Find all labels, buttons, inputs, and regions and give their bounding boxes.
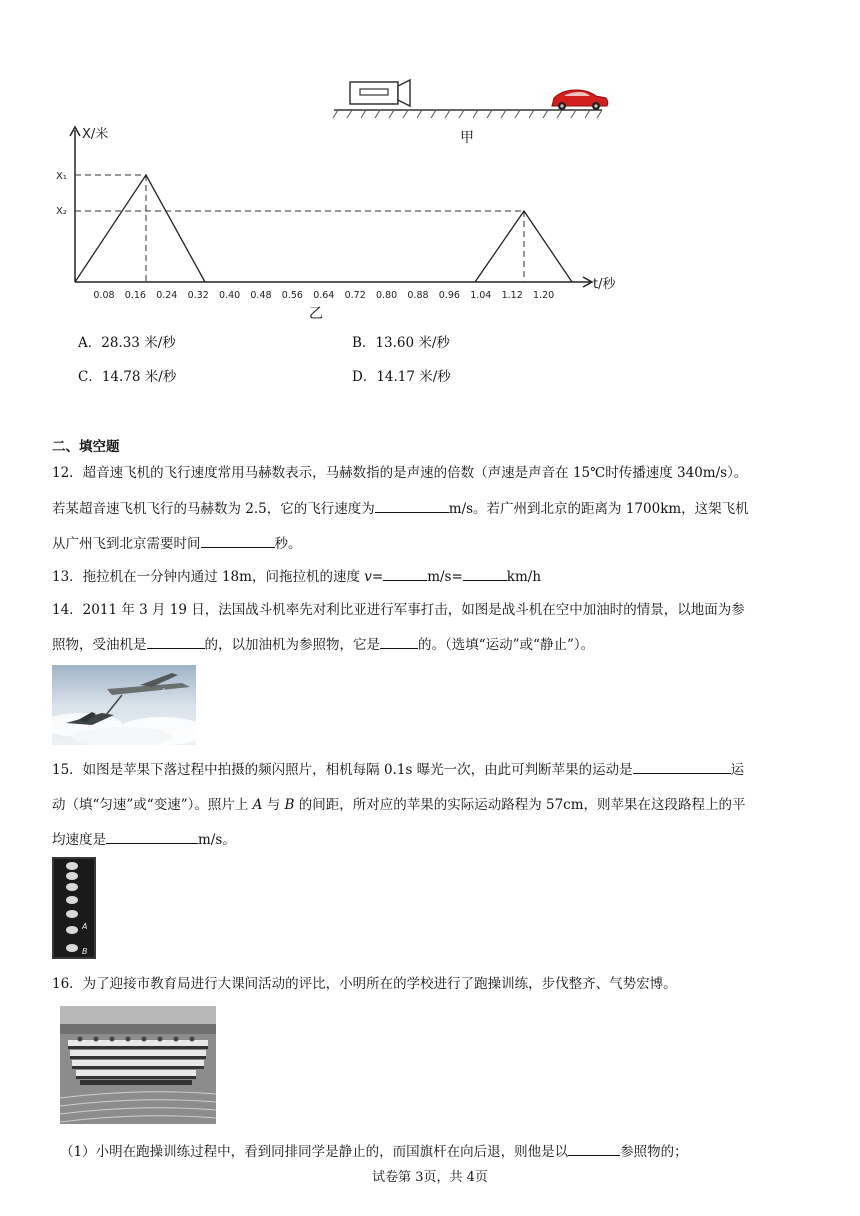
q14-line1: 14．2011 年 3 月 19 日，法国战斗机率先对利比亚进行军事打击，如图是战斗机在空中加油时的情景，以地面为参 <box>52 602 745 618</box>
q12-line2: 若某超音速飞机飞行的马赫数为 2.5，它的飞行速度为 m/s。若广州到北京的距离为 1700km，这架飞机 <box>52 498 749 519</box>
x-tick-label: 0.16 <box>124 290 146 301</box>
x-tick-label: 0.56 <box>281 290 303 301</box>
x-tick-label: 1.12 <box>501 290 523 301</box>
q14-blank-tanker[interactable] <box>380 634 418 649</box>
x-tick-label: 0.64 <box>313 290 335 301</box>
option-c[interactable]: C．14.78 米/秒 <box>78 369 177 385</box>
speed-camera-icon <box>350 80 410 106</box>
page-footer: 试卷第 3页，共 4页 <box>372 1170 488 1185</box>
x-tick-label: 0.24 <box>156 290 178 301</box>
q16-sub1: （1）小明在跑操训练过程中，看到同排同学是静止的，而国旗杆在向后退，则他是以 参照物的； <box>60 1141 688 1162</box>
q16-blank-reference[interactable] <box>568 1141 620 1156</box>
apple-label-a: A <box>82 922 88 931</box>
q15-line1: 15．如图是苹果下落过程中拍摄的频闪照片，相机每隔 0.1s 曝光一次，由此可判断苹果的运动是 运 <box>52 759 744 780</box>
q13-blank-ms[interactable] <box>383 566 427 581</box>
x-tick-labels <box>93 290 554 301</box>
aerial-refueling-photo <box>52 665 196 745</box>
figure-yi-graph <box>50 122 640 302</box>
x-axis-label: t/秒 <box>593 277 616 292</box>
q12-line1: 12．超音速飞机的飞行速度常用马赫数表示，马赫数指的是声速的倍数（声速是声音在 15℃时传播速度 340m/s）。 <box>52 465 748 481</box>
q15-line3: 均速度是 m/s。 <box>52 829 236 850</box>
option-d[interactable]: D．14.17 米/秒 <box>352 369 451 385</box>
q12-blank-speed[interactable] <box>375 498 449 513</box>
q15-blank-motion[interactable] <box>633 759 731 774</box>
x-tick-label: 0.48 <box>250 290 272 301</box>
q14-blank-ground[interactable] <box>147 634 205 649</box>
option-b[interactable]: B．13.60 米/秒 <box>352 335 450 351</box>
q13-line: 13．拖拉机在一分钟内通过 18m，问拖拉机的速度 v= m/s= km/h <box>52 566 541 587</box>
x-tick-label: 0.08 <box>93 290 115 301</box>
x-tick-label: 0.32 <box>187 290 209 301</box>
x-tick-label: 0.96 <box>438 290 460 301</box>
svg-text:A: A <box>162 688 166 694</box>
figure-label-yi: 乙 <box>309 306 323 322</box>
q15-blank-speed[interactable] <box>106 829 198 844</box>
q12-blank-time[interactable] <box>201 533 275 548</box>
running-drill-photo <box>60 1006 216 1124</box>
apple-strobe-photo <box>52 857 96 959</box>
x-tick-label: 1.20 <box>533 290 555 301</box>
y-tick-x2: X₂ <box>56 206 67 217</box>
red-car-icon <box>552 90 608 110</box>
figure-jia <box>330 78 620 120</box>
x-tick-label: 0.72 <box>344 290 366 301</box>
x-tick-label: 0.80 <box>376 290 398 301</box>
figure-label-jia: 甲 <box>460 130 474 146</box>
q15-line2: 动（填“匀速”或“变速”）。照片上 A 与 B 的间距，所对应的苹果的实际运动路程为 57cm，则苹果在这段路程上的平 <box>52 797 746 813</box>
x-tick-label: 0.40 <box>219 290 241 301</box>
y-tick-x1: X₁ <box>56 171 67 182</box>
q13-blank-kmh[interactable] <box>463 566 507 581</box>
section-title: 二、填空题 <box>52 439 120 455</box>
q14-line2: 照物，受油机是 的，以加油机为参照物，它是 的。（选填“运动”或“静止”）。 <box>52 634 594 655</box>
x-tick-label: 1.04 <box>470 290 492 301</box>
y-axis-label: X/米 <box>82 127 109 142</box>
x-tick-label: 0.88 <box>407 290 429 301</box>
apple-label-b: B <box>82 947 88 956</box>
option-a[interactable]: A．28.33 米/秒 <box>78 335 176 351</box>
q12-line3: 从广州飞到北京需要时间 秒。 <box>52 533 302 554</box>
pulse-1 <box>75 175 205 282</box>
q16-line1: 16．为了迎接市教育局进行大课间活动的评比，小明所在的学校进行了跑操训练，步伐整齐、气势宏博。 <box>52 976 677 992</box>
